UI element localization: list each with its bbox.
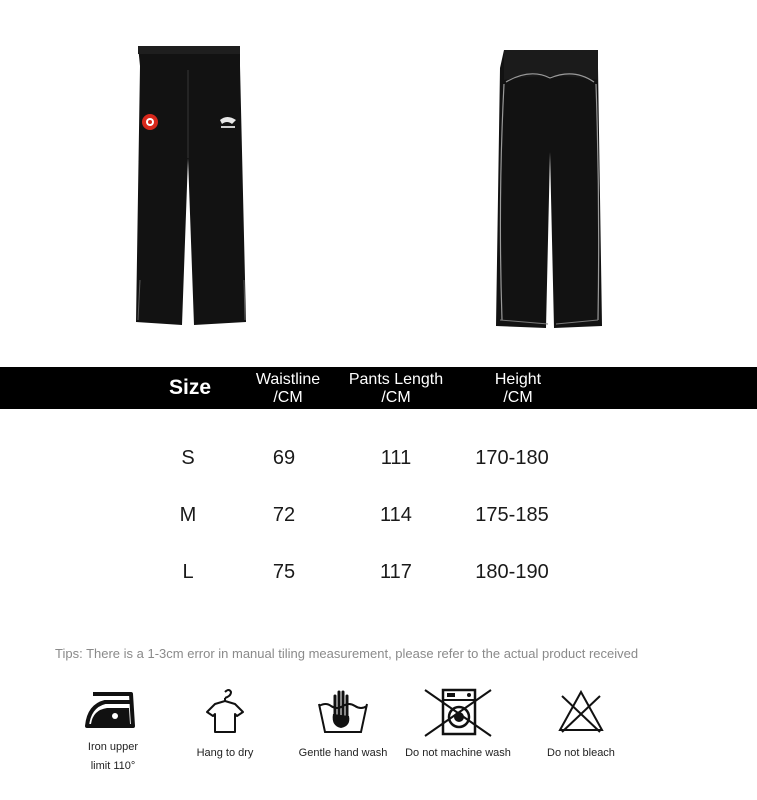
pants-front-image xyxy=(128,40,248,332)
cell-waistline: 75 xyxy=(272,561,296,583)
no-bleach-icon xyxy=(556,686,606,736)
cell-pants-length: 117 xyxy=(380,561,412,583)
header-pants-length: Pants Length /CM xyxy=(348,371,444,406)
cell-height: 170-180 xyxy=(475,447,549,469)
care-label: Gentle hand wash xyxy=(298,747,388,759)
care-label: Iron upper limit 110° xyxy=(87,741,139,772)
care-iron xyxy=(76,686,150,776)
hang-dry-icon xyxy=(200,686,250,736)
cell-pants-length: 111 xyxy=(380,447,412,469)
header-waistline: Waistline /CM xyxy=(255,371,321,406)
pants-back-image xyxy=(490,40,612,332)
measurement-tips: Tips: There is a 1-3cm error in manual tiling measurement, please refer to the actual product received xyxy=(55,646,639,661)
table-row xyxy=(0,443,757,473)
size-chart-header xyxy=(0,367,757,409)
care-label: Do not bleach xyxy=(547,747,615,759)
table-row xyxy=(0,500,757,530)
cell-size: L xyxy=(182,561,194,583)
header-size: Size xyxy=(168,376,212,399)
table-row xyxy=(0,557,757,587)
hand-wash-icon xyxy=(313,686,373,736)
cell-waistline: 69 xyxy=(272,447,296,469)
care-no-bleach xyxy=(536,686,626,763)
cell-height: 175-185 xyxy=(475,504,549,526)
crest-logo-icon xyxy=(142,114,158,130)
care-label: Do not machine wash xyxy=(405,747,511,759)
cell-height: 180-190 xyxy=(475,561,549,583)
care-label: Hang to dry xyxy=(196,747,254,759)
cell-size: M xyxy=(179,504,197,526)
header-height: Height /CM xyxy=(494,371,542,406)
cell-size: S xyxy=(181,447,195,469)
iron-icon xyxy=(83,686,143,732)
care-hang-dry xyxy=(186,686,264,763)
care-no-machine-wash xyxy=(398,686,518,763)
no-machine-wash-icon xyxy=(423,686,493,738)
cell-pants-length: 114 xyxy=(380,504,412,526)
cell-waistline: 72 xyxy=(272,504,296,526)
care-hand-wash xyxy=(292,686,394,763)
